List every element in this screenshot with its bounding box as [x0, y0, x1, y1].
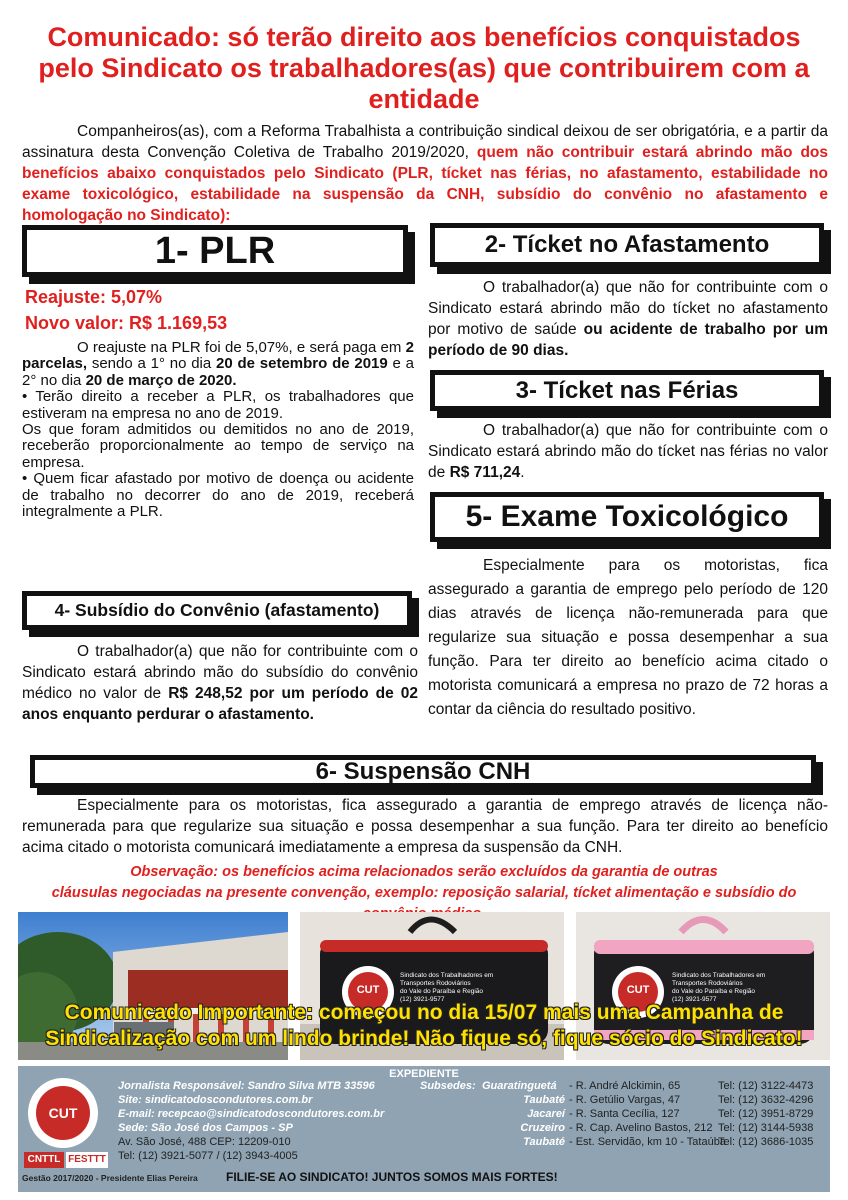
- bag-1-line-1: Sindicato dos Trabalhadores em: [400, 972, 494, 979]
- plr-p1-a: O reajuste na PLR foi de 5,07%, e será paga em: [77, 339, 402, 356]
- campaign-banner: [18, 1000, 830, 1052]
- footer-subsedes-label: Subsedes:: [420, 1080, 476, 1092]
- cnh-heading: 6- Suspensão CNH: [315, 757, 531, 785]
- festtt-logo: [66, 1152, 108, 1168]
- footer-slogan: FILIE-SE AO SINDICATO! JUNTOS SOMOS MAIS FORTES!: [226, 1170, 558, 1184]
- plr-heading-box: [22, 225, 408, 277]
- plr-p1-e: e a 2° no dia: [22, 355, 415, 389]
- footer-sede: Sede: São José dos Campos - SP: [118, 1122, 293, 1134]
- ticket-ferias-heading: 3- Tícket nas Férias: [515, 376, 739, 404]
- footer-expediente: EXPEDIENTE: [389, 1068, 459, 1080]
- exame-heading-box: [430, 492, 824, 542]
- observacao-line-2: cláusulas negociadas na presente convenção, exemplo: reposição salarial, tícket alimentação e subsídio do: [51, 885, 797, 901]
- subsede-tel-3: Tel: (12) 3144-5938: [718, 1122, 814, 1134]
- subsede-city-4: Taubaté: [523, 1136, 565, 1148]
- ticket-ferias-text: O trabalhador(a) que não for contribuinte com o Sindicato estará abrindo mão do tícket nas férias no valor de: [428, 422, 828, 481]
- footer-site: Site: sindicatodoscondutores.com.br: [118, 1094, 313, 1106]
- festtt-logo-text: FESTTT: [68, 1154, 106, 1165]
- footer-endereco: Av. São José, 488 CEP: 12209-010: [118, 1136, 291, 1148]
- plr-paragraph-3: Os que foram admitidos ou demitidos no ano de 2019, receberão proporcionalmente ao tempo de serviço na empresa.: [22, 421, 414, 471]
- subsidio-heading: 4- Subsídio do Convênio (afastamento): [54, 600, 380, 620]
- plr-p1-c: sendo a 1° no dia: [91, 355, 212, 373]
- subsidio-bold: R$ 248,52 por um período de 02 anos enquanto perdurar o afastamento.: [22, 685, 419, 723]
- ticket-ferias-paragraph: [428, 420, 828, 483]
- plr-paragraph-1: [22, 340, 414, 389]
- union-logo: [28, 1078, 98, 1148]
- cnttl-logo: [24, 1152, 64, 1168]
- subsidio-text: O trabalhador(a) que não for contribuinte com o Sindicato estará abrindo mão do subsídio do convênio médico no valor de: [22, 643, 418, 702]
- bag-2-line-1: Sindicato dos Trabalhadores em: [672, 972, 766, 979]
- subsede-addr-2: - R. Santa Cecília, 127: [569, 1108, 680, 1120]
- ticket-afastamento-text: O trabalhador(a) que não for contribuinte com o Sindicato estará abrindo mão do tícket no afastamento por motivo de saúde: [428, 279, 828, 338]
- bag-1-logo: CUT: [356, 984, 380, 996]
- ticket-ferias-end: .: [520, 464, 525, 481]
- intro-text: Companheiros(as), com a Reforma Trabalhista a contribuição sindical deixou de ser obrigatória, e a partir da assinatura desta Convenção Coletiva de Trabalho 2019/2020,: [22, 123, 828, 161]
- subsede-addr-1: - R. Getúlio Vargas, 47: [569, 1094, 681, 1106]
- cnttl-logo-text: CNTTL: [27, 1154, 61, 1165]
- footer-email: E-mail: recepcao@sindicatodoscondutores.com.br: [118, 1108, 385, 1120]
- bag-2-line-2: Transportes Rodoviários: [672, 980, 743, 987]
- plr-p1-d: 20 de setembro de 2019: [216, 355, 388, 373]
- page-title: Comunicado: só terão direito aos benefícios conquistados pelo Sindicato os trabalhadores(as) que contribuirem com a entidade: [38, 22, 810, 114]
- plr-body: [22, 340, 414, 520]
- ticket-afastamento-heading: 2- Tícket no Afastamento: [484, 231, 770, 258]
- cnh-paragraph: Especialmente para os motoristas, fica assegurado a garantia de emprego através de licença não-remunerada para que regularize sua situação e possa desempenhar a sua função. Para ter direito ao benefício acima citado o motorista comunicará imediatamente a empresa da suspensão da CNH.: [22, 797, 828, 856]
- plr-reajuste: Reajuste: 5,07%: [25, 287, 163, 307]
- bag-1-phone: (12) 3921-9577: [400, 996, 445, 1003]
- subsede-city-0: Guaratinguetá: [482, 1080, 557, 1092]
- exame-heading: 5- Exame Toxicológico: [465, 500, 789, 533]
- bag-1-line-3: do Vale do Paraíba e Região: [400, 988, 483, 995]
- subsidio-heading-box: [22, 591, 412, 630]
- cut-logo-text: CUT: [48, 1105, 78, 1121]
- observacao-line-1: Observação: os benefícios acima relacionados serão excluídos da garantia de outras: [130, 864, 718, 880]
- subsede-addr-4: - Est. Servidão, km 10 - Tataúba: [569, 1136, 726, 1148]
- cnh-heading-box: [30, 755, 816, 788]
- bag-2-phone: (12) 3921-9577: [672, 996, 717, 1003]
- ticket-afastamento-bold: ou acidente de trabalho por um período de 90 dias.: [428, 321, 828, 359]
- subsede-city-1: Taubaté: [523, 1094, 565, 1106]
- subsede-tel-2: Tel: (12) 3951-8729: [718, 1108, 814, 1120]
- subsede-city-2: Jacareí: [527, 1108, 565, 1120]
- ticket-afastamento-paragraph: [428, 277, 828, 361]
- ticket-afastamento-heading-box: [430, 223, 824, 267]
- plr-p1-f: 20 de março de 2020.: [85, 371, 237, 389]
- plr-novo-valor: Novo valor: R$ 1.169,53: [25, 313, 228, 333]
- banner-line-2: Sindicalização com um lindo brinde! Não fique só, fique sócio do Sindicato!: [45, 1027, 803, 1050]
- banner-line-1: Comunicado Importante: começou no dia 15/07 mais uma Campanha de: [64, 1001, 784, 1024]
- subsede-tel-0: Tel: (12) 3122-4473: [718, 1080, 814, 1092]
- footer: [18, 1066, 830, 1192]
- subsede-tel-1: Tel: (12) 3632-4296: [718, 1094, 814, 1106]
- cut-logo-icon: [36, 1086, 90, 1140]
- intro-paragraph: [22, 121, 828, 226]
- bag-1-line-2: Transportes Rodoviários: [400, 980, 471, 987]
- subsede-city-3: Cruzeiro: [520, 1122, 565, 1134]
- plr-paragraph-2: • Terão direito a receber a PLR, os trabalhadores que estiveram na empresa no ano de 2019.: [22, 388, 414, 422]
- subsidio-paragraph: [22, 641, 418, 725]
- ticket-ferias-heading-box: [430, 370, 824, 411]
- subsede-tel-4: Tel: (12) 3686-1035: [718, 1136, 814, 1148]
- subsede-addr-3: - R. Cap. Avelino Bastos, 212: [569, 1122, 713, 1134]
- intro-highlight: quem não contribuir estará abrindo mão dos benefícios abaixo conquistados pelo Sindicato (PLR, tícket nas férias, no afastamento, estabilidade no exame toxicológico, estabilidade na suspensão da CNH, subsídio do convênio no afastamento e homologação no Sindicato):: [22, 144, 829, 224]
- exame-paragraph: Especialmente para os motoristas, fica assegurado a garantia de emprego pelo período de 120 dias através de licença não-remunerada para que regularize sua situação e possa desempenhar a sua função. Para ter direito ao benefício acima citado o motorista comunicará a empresa no prazo de 72 horas a contar da ciência do resultado positivo.: [428, 557, 828, 718]
- footer-tel-sede: Tel: (12) 3921-5077 / (12) 3943-4005: [118, 1150, 298, 1162]
- plr-p1-b: 2 parcelas,: [22, 339, 415, 373]
- footer-gestao: Gestão 2017/2020 - Presidente Elias Pereira: [22, 1173, 198, 1183]
- bag-2-logo: CUT: [626, 984, 650, 996]
- ticket-ferias-bold: R$ 711,24: [449, 464, 521, 481]
- plr-paragraph-4: • Quem ficar afastado por motivo de doença ou acidente de trabalho no decorrer do ano de 2019, receberá integralmente a PLR.: [22, 470, 414, 521]
- subsede-addr-0: - R. André Alckimin, 65: [569, 1080, 681, 1092]
- bag-2-line-3: do Vale do Paraíba e Região: [672, 988, 755, 995]
- footer-jornalista: Jornalista Responsável: Sandro Silva MTB 33596: [118, 1080, 375, 1092]
- plr-heading: 1- PLR: [154, 229, 276, 272]
